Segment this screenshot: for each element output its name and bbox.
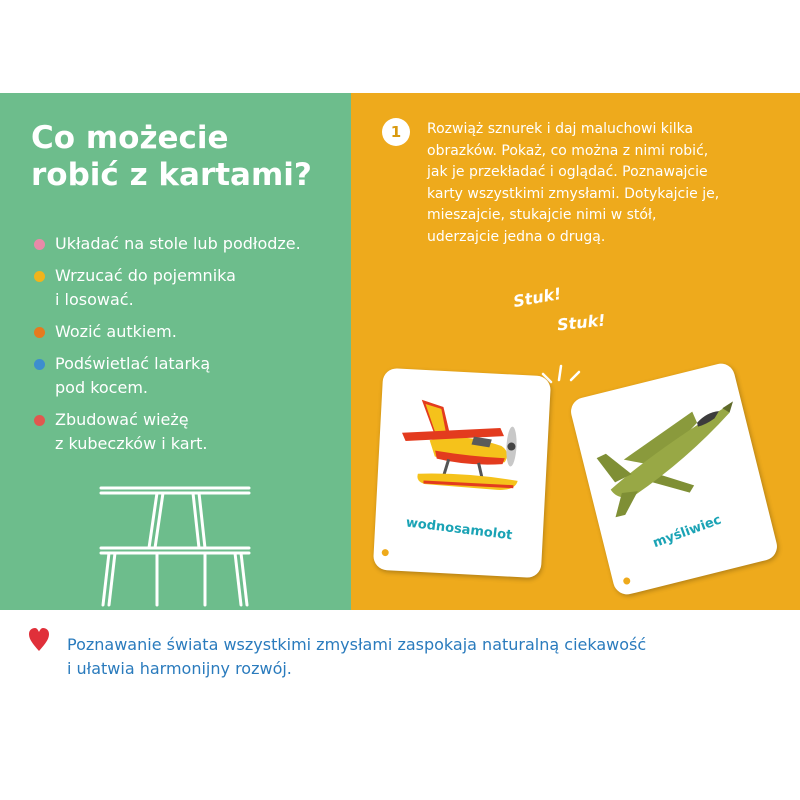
idea-text: Podświetlać latarką pod kocem. (55, 354, 211, 397)
flashcard-seaplane[interactable] (373, 368, 551, 579)
card-label: wodnosamolot (405, 515, 514, 544)
list-item (34, 352, 385, 400)
card-dot-icon (623, 577, 631, 585)
list-item (34, 408, 385, 456)
bullet-dot-icon (34, 327, 45, 338)
table-tower-illustration-icon (95, 480, 275, 610)
idea-text: Zbudować wieżę z kubeczków i kart. (55, 410, 208, 453)
step-number-badge: 1 (382, 118, 410, 146)
seaplane-icon (376, 368, 551, 517)
idea-text: Wozić autkiem. (55, 322, 177, 341)
bullet-dot-icon (34, 239, 45, 250)
step-description: Rozwiąż sznurek i daj maluchowi kilka obrazków. Pokaż, co można z nimi robić, jak je przekładać i oglądać. Poznawajcie karty wszystkimi zmysłami. Dotykajcie je, mieszajcie, stukajcie nimi w stół, uderzajcie jedna o drugą. (427, 121, 720, 245)
list-item (34, 232, 385, 256)
ideas-list (34, 232, 385, 464)
heart-icon (28, 627, 50, 653)
card-label: myśliwiec (650, 512, 724, 552)
page-heading: Co możecie robić z kartami? (31, 120, 312, 193)
bullet-dot-icon (34, 415, 45, 426)
sound-effect-text: Stuk! (511, 283, 563, 312)
idea-text: Układać na stole lub podłodze. (55, 234, 301, 253)
list-item (34, 264, 385, 312)
list-item (34, 320, 385, 344)
bullet-dot-icon (34, 271, 45, 282)
sound-effect-text: Stuk! (556, 310, 607, 335)
footer-text: Poznawanie świata wszystkimi zmysłami zaspokaja naturalną ciekawość i ułatwia harmonijny rozwój. (67, 635, 647, 678)
bullet-dot-icon (34, 359, 45, 370)
card-dot-icon (382, 549, 389, 556)
idea-text: Wrzucać do pojemnika i losować. (55, 266, 236, 309)
